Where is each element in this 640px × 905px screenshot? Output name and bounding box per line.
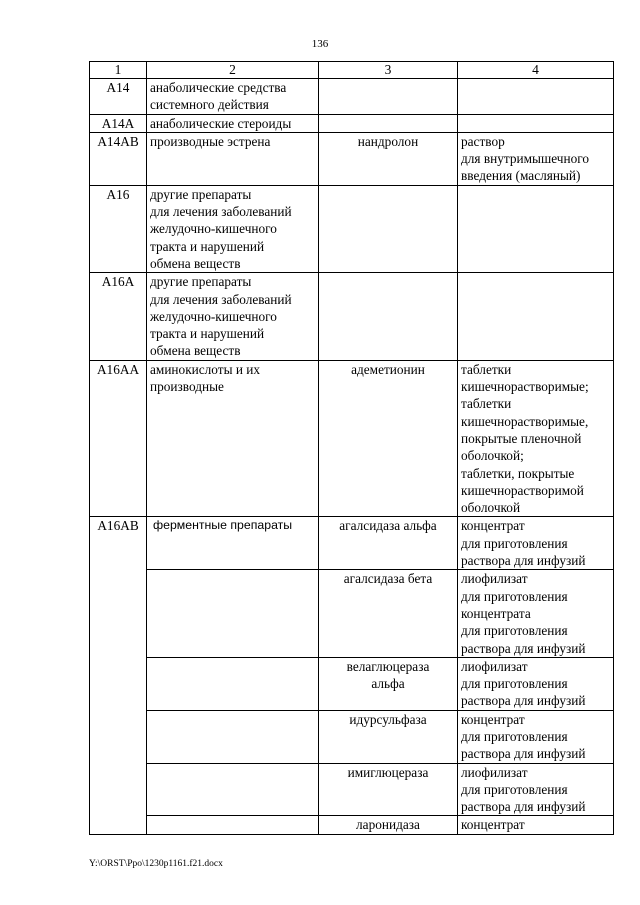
dosage-form-cell-line: концентрата (461, 605, 531, 621)
dosage-form-cell-line: таблетки (461, 361, 512, 377)
drug-table (89, 61, 614, 835)
table-header-row (90, 62, 614, 79)
dosage-form-cell (458, 185, 614, 272)
group-name-cell-line: производные (150, 379, 224, 395)
inn-name-cell (319, 132, 458, 185)
dosage-form-cell-line: концентрат (461, 518, 525, 534)
group-name-cell-line: производные эстрена (150, 133, 271, 149)
group-name-cell (147, 360, 319, 517)
dosage-form-cell (458, 570, 614, 657)
group-name-cell (147, 657, 319, 710)
group-name-cell-line: для лечения заболеваний (150, 204, 292, 220)
inn-name-cell-line: агалсидаза бета (343, 571, 433, 587)
table-row (90, 816, 614, 834)
table-row (90, 763, 614, 816)
dosage-form-cell-line: кишечнорастворимые; (461, 379, 589, 395)
dosage-form-cell-line: лиофилизат (461, 658, 528, 674)
table-row (90, 79, 614, 115)
group-name-cell-line: желудочно-кишечного (150, 308, 277, 324)
dosage-form-cell-line: таблетки (461, 396, 512, 412)
inn-name-cell (319, 657, 458, 710)
group-name-cell-line: желудочно-кишечного (150, 221, 277, 237)
inn-name-cell-line: идурсульфаза (349, 711, 427, 727)
table-row (90, 657, 614, 710)
header-col-2: 2 (147, 62, 319, 79)
group-name-cell (147, 79, 319, 115)
header-col-1: 1 (90, 62, 147, 79)
page-number: 136 (311, 38, 329, 50)
dosage-form-cell-line: лиофилизат (461, 571, 528, 587)
group-name-cell-line: ферментные препараты (153, 518, 293, 533)
dosage-form-cell (458, 517, 614, 570)
table-row (90, 185, 614, 272)
group-name-cell-line: тракта и нарушений (150, 326, 265, 342)
dosage-form-cell-line: раствора для инфузий (461, 799, 586, 815)
dosage-form-cell-line: концентрат (461, 817, 525, 833)
dosage-form-cell-line: концентрат (461, 711, 525, 727)
group-name-cell-line: для лечения заболеваний (150, 291, 292, 307)
atc-code-cell: A16AB (90, 517, 147, 834)
group-name-cell-line: анаболические средства (150, 80, 287, 95)
inn-name-cell-line: имиглюцераза (347, 764, 429, 780)
dosage-form-cell (458, 710, 614, 763)
inn-name-cell-line: альфа (371, 676, 405, 692)
inn-name-cell (319, 185, 458, 272)
dosage-form-cell (458, 816, 614, 834)
table-row (90, 710, 614, 763)
dosage-form-cell-line: для приготовления (461, 535, 568, 551)
group-name-cell (147, 517, 319, 570)
group-name-cell-line: аминокислоты и их (150, 361, 261, 377)
dosage-form-cell-line: кишечнорастворимые, (461, 413, 589, 429)
dosage-form-cell-line: для внутримышечного (461, 151, 590, 167)
header-col-4: 4 (458, 62, 614, 79)
dosage-form-cell-line: оболочкой (461, 500, 521, 516)
inn-name-cell-line: агалсидаза альфа (339, 518, 437, 534)
dosage-form-cell-line: оболочкой; (461, 448, 524, 464)
table-row (90, 132, 614, 185)
dosage-form-cell-line: раствора для инфузий (461, 693, 586, 709)
group-name-cell-line: анаболические стероиды (150, 115, 292, 131)
inn-name-cell-line: велаглюцераза (346, 658, 430, 674)
footer-file-path: Y:\ORST\Ppo\1230p1161.f21.docx (89, 859, 223, 869)
group-name-cell-line: обмена веществ (150, 343, 241, 359)
dosage-form-cell-line: покрытые пленочной (461, 430, 582, 446)
dosage-form-cell-line: лиофилизат (461, 764, 528, 780)
group-name-cell (147, 185, 319, 272)
group-name-cell-line: другие препараты (150, 186, 252, 202)
atc-code-cell: A16A (90, 273, 147, 360)
inn-name-cell (319, 763, 458, 816)
header-col-3: 3 (319, 62, 458, 79)
dosage-form-cell (458, 273, 614, 360)
inn-name-cell (319, 710, 458, 763)
inn-name-cell (319, 570, 458, 657)
dosage-form-cell-line: раствора для инфузий (461, 553, 586, 569)
atc-code-cell: A14AB (90, 132, 147, 185)
inn-name-cell (319, 360, 458, 517)
group-name-cell (147, 132, 319, 185)
group-name-cell (147, 763, 319, 816)
dosage-form-cell (458, 114, 614, 132)
dosage-form-cell (458, 657, 614, 710)
group-name-cell (147, 710, 319, 763)
dosage-form-cell-line: раствора для инфузий (461, 746, 586, 762)
dosage-form-cell (458, 79, 614, 115)
table-row (90, 273, 614, 360)
dosage-form-cell-line: введения (масляный) (461, 168, 581, 184)
atc-code-cell: A16AA (90, 360, 147, 517)
atc-code-cell: A16 (90, 185, 147, 272)
group-name-cell-line: обмена веществ (150, 255, 241, 271)
dosage-form-cell-line: раствор (461, 133, 505, 149)
group-name-cell (147, 570, 319, 657)
group-name-cell (147, 114, 319, 132)
inn-name-cell-line: адеметионин (351, 361, 425, 377)
table-row (90, 360, 614, 517)
dosage-form-cell-line: для приготовления (461, 781, 568, 797)
inn-name-cell (319, 273, 458, 360)
group-name-cell (147, 273, 319, 360)
dosage-form-cell (458, 360, 614, 517)
inn-name-cell (319, 517, 458, 570)
group-name-cell-line: системного действия (150, 97, 269, 113)
inn-name-cell (319, 79, 458, 115)
group-name-cell (147, 816, 319, 834)
group-name-cell-line: другие препараты (150, 274, 252, 290)
inn-name-cell (319, 816, 458, 834)
dosage-form-cell (458, 132, 614, 185)
dosage-form-cell-line: таблетки, покрытые (461, 465, 575, 481)
inn-name-cell-line: нандролон (357, 133, 419, 149)
dosage-form-cell-line: для приготовления (461, 588, 568, 604)
dosage-form-cell-line: для приготовления (461, 728, 568, 744)
atc-code-cell: A14A (90, 114, 147, 132)
dosage-form-cell (458, 763, 614, 816)
group-name-cell-line: тракта и нарушений (150, 238, 265, 254)
table-row (90, 570, 614, 657)
atc-code-cell: A14 (90, 79, 147, 115)
dosage-form-cell-line: кишечнорастворимой (461, 482, 584, 498)
inn-name-cell (319, 114, 458, 132)
table-row (90, 114, 614, 132)
table-row (90, 517, 614, 570)
dosage-form-cell-line: для приготовления (461, 623, 568, 639)
dosage-form-cell-line: раствора для инфузий (461, 640, 586, 656)
dosage-form-cell-line: для приготовления (461, 676, 568, 692)
inn-name-cell-line: ларонидаза (356, 817, 420, 833)
